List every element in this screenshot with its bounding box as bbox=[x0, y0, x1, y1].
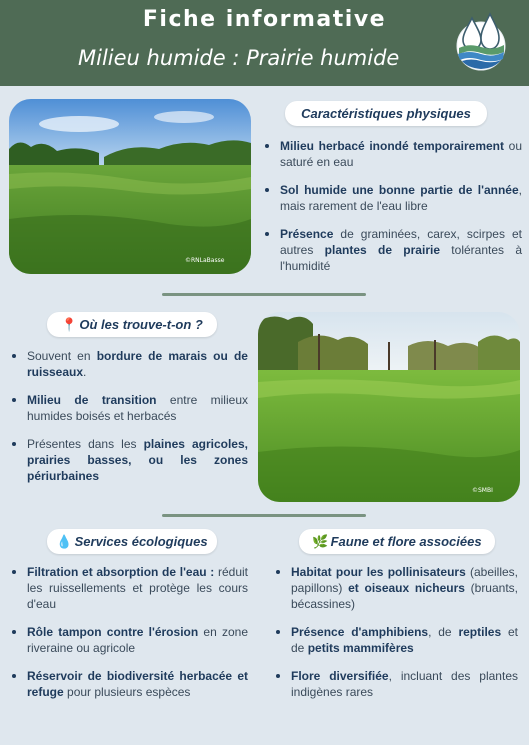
list-item: Sol humide une bonne partie de l'année, mais rarement de l'eau libre bbox=[263, 182, 522, 214]
list-item: Présence d'amphibiens, de reptiles et de petits mammifères bbox=[274, 624, 518, 656]
list-item: Habitat pour les pollinisateurs (abeilles, papillons) et oiseaux nicheurs (bruants, bécassines) bbox=[274, 564, 518, 612]
water-drops-logo-icon bbox=[455, 10, 507, 72]
list-item: Présentes dans les plaines agricoles, prairies basses, ou les zones périurbaines bbox=[10, 436, 248, 484]
photo-credit: ©SMBI bbox=[472, 487, 493, 494]
list-item: Rôle tampon contre l'érosion en zone riveraine ou agricole bbox=[10, 624, 248, 656]
section-divider bbox=[162, 293, 366, 296]
list-item: Milieu herbacé inondé temporairement ou saturé en eau bbox=[263, 138, 522, 170]
prairie-photo bbox=[258, 312, 520, 502]
list-item: Réservoir de biodiversité herbacée et refuge pour plusieurs espèces bbox=[10, 668, 248, 700]
page-title: Fiche informative bbox=[142, 7, 387, 32]
leaf-icon: 🌿 bbox=[312, 534, 329, 549]
list-item: Souvent en bordure de marais ou de ruisseaux. bbox=[10, 348, 248, 380]
section-divider bbox=[162, 514, 366, 517]
characteristics-label: Caractéristiques physiques bbox=[285, 101, 487, 126]
location-list bbox=[10, 348, 248, 496]
fauna-label: 🌿 Faune et flore associées bbox=[299, 529, 495, 554]
location-label: 📍 Où les trouve-t-on ? bbox=[47, 312, 217, 337]
pin-icon: 📍 bbox=[61, 317, 78, 332]
wet-meadow-photo bbox=[9, 99, 251, 274]
services-label: 💧 Services écologiques bbox=[47, 529, 217, 554]
page-subtitle: Milieu humide : Prairie humide bbox=[78, 46, 400, 70]
photo-credit: ©RNLaBasse bbox=[185, 257, 225, 264]
services-list bbox=[10, 564, 248, 712]
list-item: Filtration et absorption de l'eau : réduit les ruissellements et protège les cours d'eau bbox=[10, 564, 248, 612]
list-item: Milieu de transition entre milieux humides boisés et herbacés bbox=[10, 392, 248, 424]
fauna-list bbox=[274, 564, 518, 712]
characteristics-list bbox=[263, 138, 522, 286]
list-item: Présence de graminées, carex, scirpes et autres plantes de prairie tolérantes à l'humidité bbox=[263, 226, 522, 274]
water-drop-icon: 💧 bbox=[56, 534, 73, 549]
list-item: Flore diversifiée, incluant des plantes indigènes rares bbox=[274, 668, 518, 700]
header-banner bbox=[0, 0, 529, 86]
